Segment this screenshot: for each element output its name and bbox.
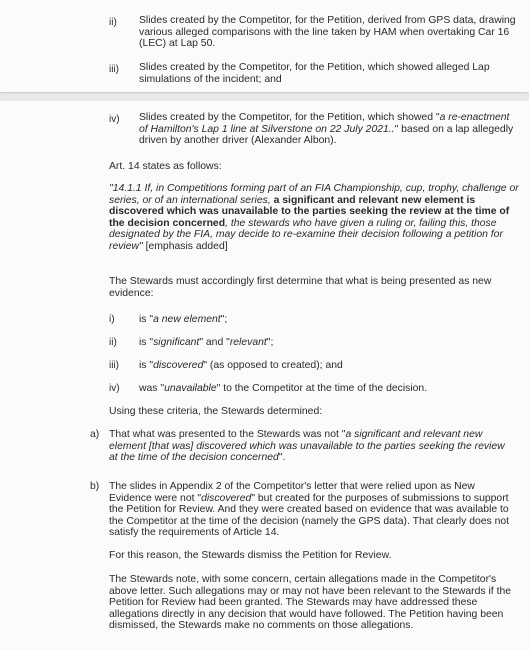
item-text: Slides created by the Competitor, for the Petition, which showed alleged Lap simulations of the incident; and [139, 62, 490, 85]
paragraph: For this reason, the Stewards dismiss the Petition for Review. [109, 550, 392, 561]
paragraph: The Stewards note, with some concern, certain allegations made in the Competitor's above letter. Such allegations may or may not have been relevant to the Stewards if the Petition for Review had been granted. The Stewards may have addressed these allegations directly in any decision that would have followed. The Petition having been dismissed, the Stewards make no comments on those allegations. [109, 574, 512, 632]
paragraph: Using these criteria, the Stewards determined: [109, 406, 323, 417]
item-text: Slides created by the Competitor, for the Petition, which showed "a re-enactment of Hamilton's Lap 1 line at Silverstone on 22 July 2021.." based on a lap allegedly driven by another driver (Alexander Albon). [139, 112, 514, 147]
criterion-number: i) [109, 314, 115, 325]
criterion-number: iv) [109, 383, 120, 394]
document-page-main [0, 101, 529, 650]
article-intro: Art. 14 states as follows: [109, 161, 222, 172]
document-page-top [0, 0, 529, 92]
determination-marker: a) [90, 429, 100, 440]
determination-text: That what was presented to the Stewards was not "a significant and relevant new element [that was] discovered which was unavailable to the parties seeking the review at the time of the decision concerned". [109, 429, 505, 464]
determination-marker: b) [90, 481, 100, 492]
item-number: iii) [109, 64, 119, 75]
criterion-text: is "a new element"; [139, 314, 228, 325]
item-text: Slides created by the Competitor, for the Petition, derived from GPS data, drawing various alleged comparisons with the line taken by HAM when overtaking Car 16 (LEC) at Lap 50. [139, 15, 516, 50]
paragraph: The Stewards must accordingly first determine that what is being presented as new evidence: [109, 276, 492, 299]
criterion-number: ii) [109, 337, 117, 348]
criterion-text: was "unavailable" to the Competitor at the time of the decision. [139, 383, 428, 394]
criterion-text: is "discovered" (as opposed to created); and [139, 360, 343, 371]
item-number: iv) [109, 114, 120, 125]
criterion-number: iii) [109, 360, 119, 371]
item-number: ii) [109, 17, 117, 28]
determination-text: The slides in Appendix 2 of the Competitor's letter that were relied upon as New Evidence were not "discovered" but created for the purposes of submissions to support the Petition for Review. And they were created based on evidence that was available to the Competitor at the time of the decision (namely the GPS data). That clearly does not satisfy the requirements of Article 14. [109, 481, 510, 539]
criterion-text: is "significant" and "relevant"; [139, 337, 274, 348]
article-quote: "14.1.1 If, in Competitions forming part of an FIA Championship, cup, trophy, challenge or series, or of an international series, a significant and relevant new element is discovered which was unavailable to the parties seeking the review at the time of the decision concerned, the stewards who have given a ruling or, failing this, those designated by the FIA, may decide to re-examine their decision following a petition for review" [emphasis added] [109, 183, 519, 252]
